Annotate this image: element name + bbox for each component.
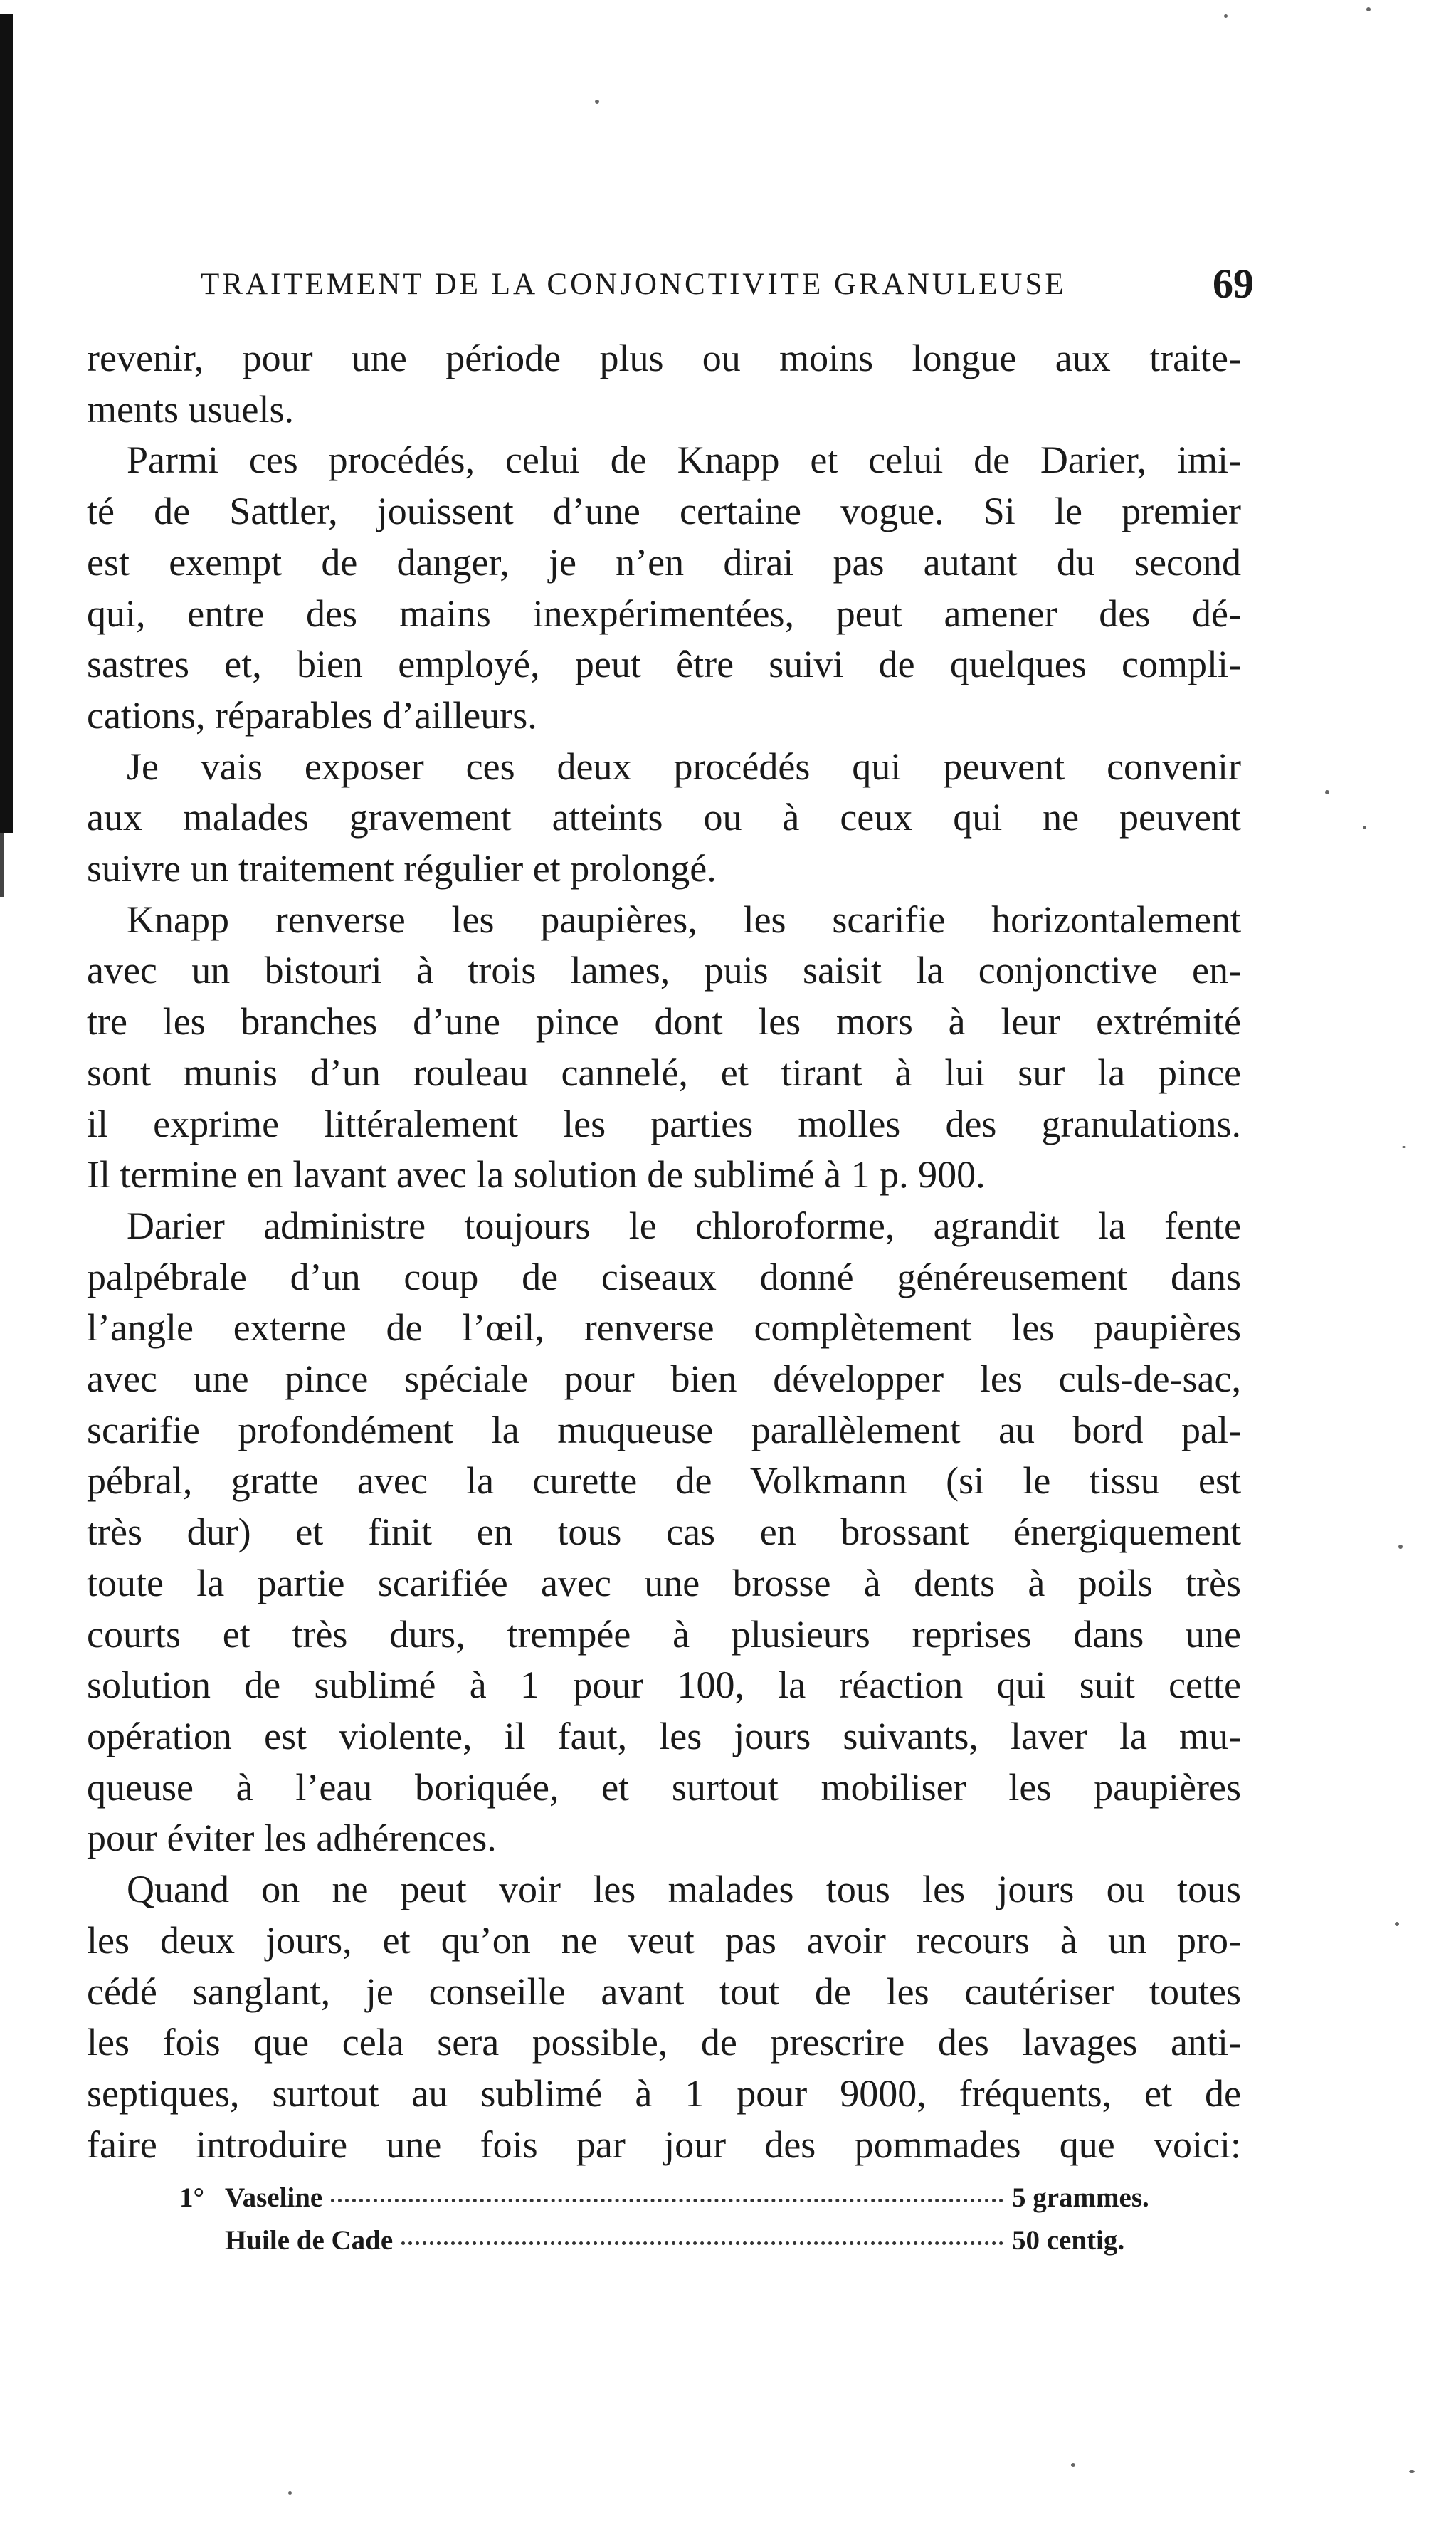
paragraph-darier [87, 1201, 1241, 1252]
text-line: très dur) et finit en tous cas en brossant énergiquement [87, 1510, 1241, 1554]
recipe-quantity: 5 grammes. [1012, 2182, 1149, 2213]
text-line: Knapp renverse les paupières, les scarifie horizontalement [127, 898, 1241, 941]
text-line: pébral, gratte avec la curette de Volkmann (si le tissu est [87, 1459, 1241, 1503]
paragraph-line [87, 1967, 1241, 2018]
scan-speck [1363, 826, 1366, 829]
text-line: toute la partie scarifiée avec une brosse à dents à poils très [87, 1561, 1241, 1604]
paragraph-line [87, 2017, 1241, 2068]
recipe-number: 1° [179, 2182, 205, 2213]
paragraph-line [87, 792, 1241, 843]
paragraph-line [87, 2068, 1241, 2120]
text-line: té de Sattler, jouissent d’une certaine vogue. Si le premier [87, 490, 1241, 533]
scan-speck [1409, 2470, 1415, 2473]
paragraph-line [87, 1303, 1241, 1354]
paragraph-line [87, 1456, 1241, 1507]
paragraph-advice [87, 1864, 1241, 1915]
text-line: l’angle externe de l’œil, renverse complètement les paupières [87, 1306, 1241, 1350]
text-line: Il termine en lavant avec la solution de sublimé à 1 p. 900. [87, 1153, 986, 1197]
recipe-ingredient: Vaseline [225, 2182, 323, 2213]
text-line: Parmi ces procédés, celui de Knapp et celui de Darier, imi- [127, 438, 1241, 482]
paragraph-exposition [87, 742, 1241, 793]
ointment-recipe [179, 2182, 1190, 2267]
paragraph-procedures [87, 435, 1241, 486]
paragraph-line [87, 1150, 1241, 1201]
paragraph-line [87, 1507, 1241, 1558]
scan-speck [288, 2491, 292, 2495]
text-line: est exempt de danger, je n’en dirai pas autant du second [87, 540, 1241, 584]
recipe-ingredient: Huile de Cade [225, 2225, 394, 2256]
paragraph-line [87, 945, 1241, 997]
scan-speck [595, 100, 599, 104]
text-line: Darier administre toujours le chloroforme, agrandit la fente [127, 1204, 1241, 1247]
scan-speck [1402, 1146, 1406, 1148]
scan-speck [1366, 7, 1371, 11]
paragraph-line [87, 997, 1241, 1048]
text-line: Quand on ne peut voir les malades tous les jours ou tous [127, 1868, 1241, 1911]
text-line: queuse à l’eau boriquée, et surtout mobiliser les paupières [87, 1765, 1241, 1809]
text-line: palpébrale d’un coup de ciseaux donné généreusement dans [87, 1255, 1241, 1298]
text-line: qui, entre des mains inexpérimentées, peut amener des dé- [87, 592, 1241, 635]
text-line: scarifie profondément la muqueuse parallèlement au bord pal- [87, 1408, 1241, 1451]
text-line: cations, réparables d’ailleurs. [87, 693, 537, 737]
recipe-quantity: 50 centig. [1012, 2225, 1125, 2256]
text-line: Je vais exposer ces deux procédés qui peuvent convenir [127, 745, 1241, 788]
binding-shadow [0, 14, 13, 833]
paragraph-line [87, 1558, 1241, 1609]
text-line: aux malades gravement atteints ou à ceux qui ne peuvent [87, 796, 1241, 839]
paragraph-line [87, 1354, 1241, 1405]
scan-speck [1071, 2463, 1075, 2467]
text-line: revenir, pour une période plus ou moins longue aux traite- [87, 337, 1241, 379]
running-title: TRAITEMENT DE LA CONJONCTIVITE GRANULEUSE [201, 268, 1067, 301]
recipe-row [179, 2182, 1190, 2224]
paragraph-line [87, 1252, 1241, 1303]
text-line: courts et très durs, trempée à plusieurs reprises dans une [87, 1612, 1241, 1656]
text-line: avec un bistouri à trois lames, puis saisit la conjonctive en- [87, 949, 1241, 992]
binding-shadow-faint [0, 833, 4, 897]
paragraph-knapp [87, 895, 1241, 946]
text-line: sastres et, bien employé, peut être suivi de quelques compli- [87, 643, 1241, 686]
dot-leader [401, 2241, 1003, 2245]
paragraph-line [87, 486, 1241, 537]
scan-speck [1398, 1545, 1403, 1549]
text-line: tre les branches d’une pince dont les mors à leur extrémité [87, 1000, 1241, 1044]
paragraph-line [87, 589, 1241, 640]
paragraph-line [87, 1609, 1241, 1661]
paragraph-continuation [87, 333, 1241, 384]
paragraph-line [87, 1048, 1241, 1099]
text-line: faire introduire une fois par jour des pommades que voici: [87, 2123, 1241, 2166]
running-head [201, 260, 1254, 310]
paragraph-line [87, 1405, 1241, 1456]
text-line: solution de sublimé à 1 pour 100, la réaction qui suit cette [87, 1663, 1241, 1707]
text-line: ments usuels. [87, 387, 294, 431]
text-line: avec une pince spéciale pour bien développer les culs-de-sac, [87, 1357, 1241, 1401]
text-line: il exprime littéralement les parties molles des granulations. [87, 1102, 1241, 1145]
text-line: les deux jours, et qu’on ne veut pas avoir recours à un pro- [87, 1918, 1241, 1962]
text-line: cédé sanglant, je conseille avant tout de les cautériser toutes [87, 1970, 1241, 2013]
scan-speck [1325, 790, 1329, 794]
text-line: pour éviter les adhérences. [87, 1817, 497, 1860]
page-number: 69 [1213, 261, 1254, 307]
scan-speck [1224, 14, 1228, 18]
text-line: les fois que cela sera possible, de prescrire des lavages anti- [87, 2021, 1241, 2064]
text-line: opération est violente, il faut, les jours suivants, laver la mu- [87, 1714, 1241, 1757]
paragraph-line [87, 1915, 1241, 1967]
dot-leader [331, 2199, 1003, 2202]
paragraph-line [87, 1762, 1241, 1814]
paragraph-line [87, 1099, 1241, 1150]
scan-speck [1395, 1922, 1399, 1926]
paragraph-line [87, 690, 1241, 742]
paragraph-line [87, 537, 1241, 589]
paragraph-line [87, 1711, 1241, 1762]
paragraph-line [87, 1660, 1241, 1711]
paragraph-line [87, 1813, 1241, 1864]
paragraph-line [87, 843, 1241, 895]
paragraph-continuation-end [87, 384, 1241, 436]
body-text [87, 333, 1241, 2170]
paragraph-line [87, 639, 1241, 690]
recipe-row [179, 2224, 1190, 2267]
paragraph-line [87, 2120, 1241, 2171]
text-line: sont munis d’un rouleau cannelé, et tirant à lui sur la pince [87, 1051, 1241, 1094]
text-line: septiques, surtout au sublimé à 1 pour 9000, fréquents, et de [87, 2071, 1241, 2115]
text-line: suivre un traitement régulier et prolongé. [87, 847, 717, 890]
